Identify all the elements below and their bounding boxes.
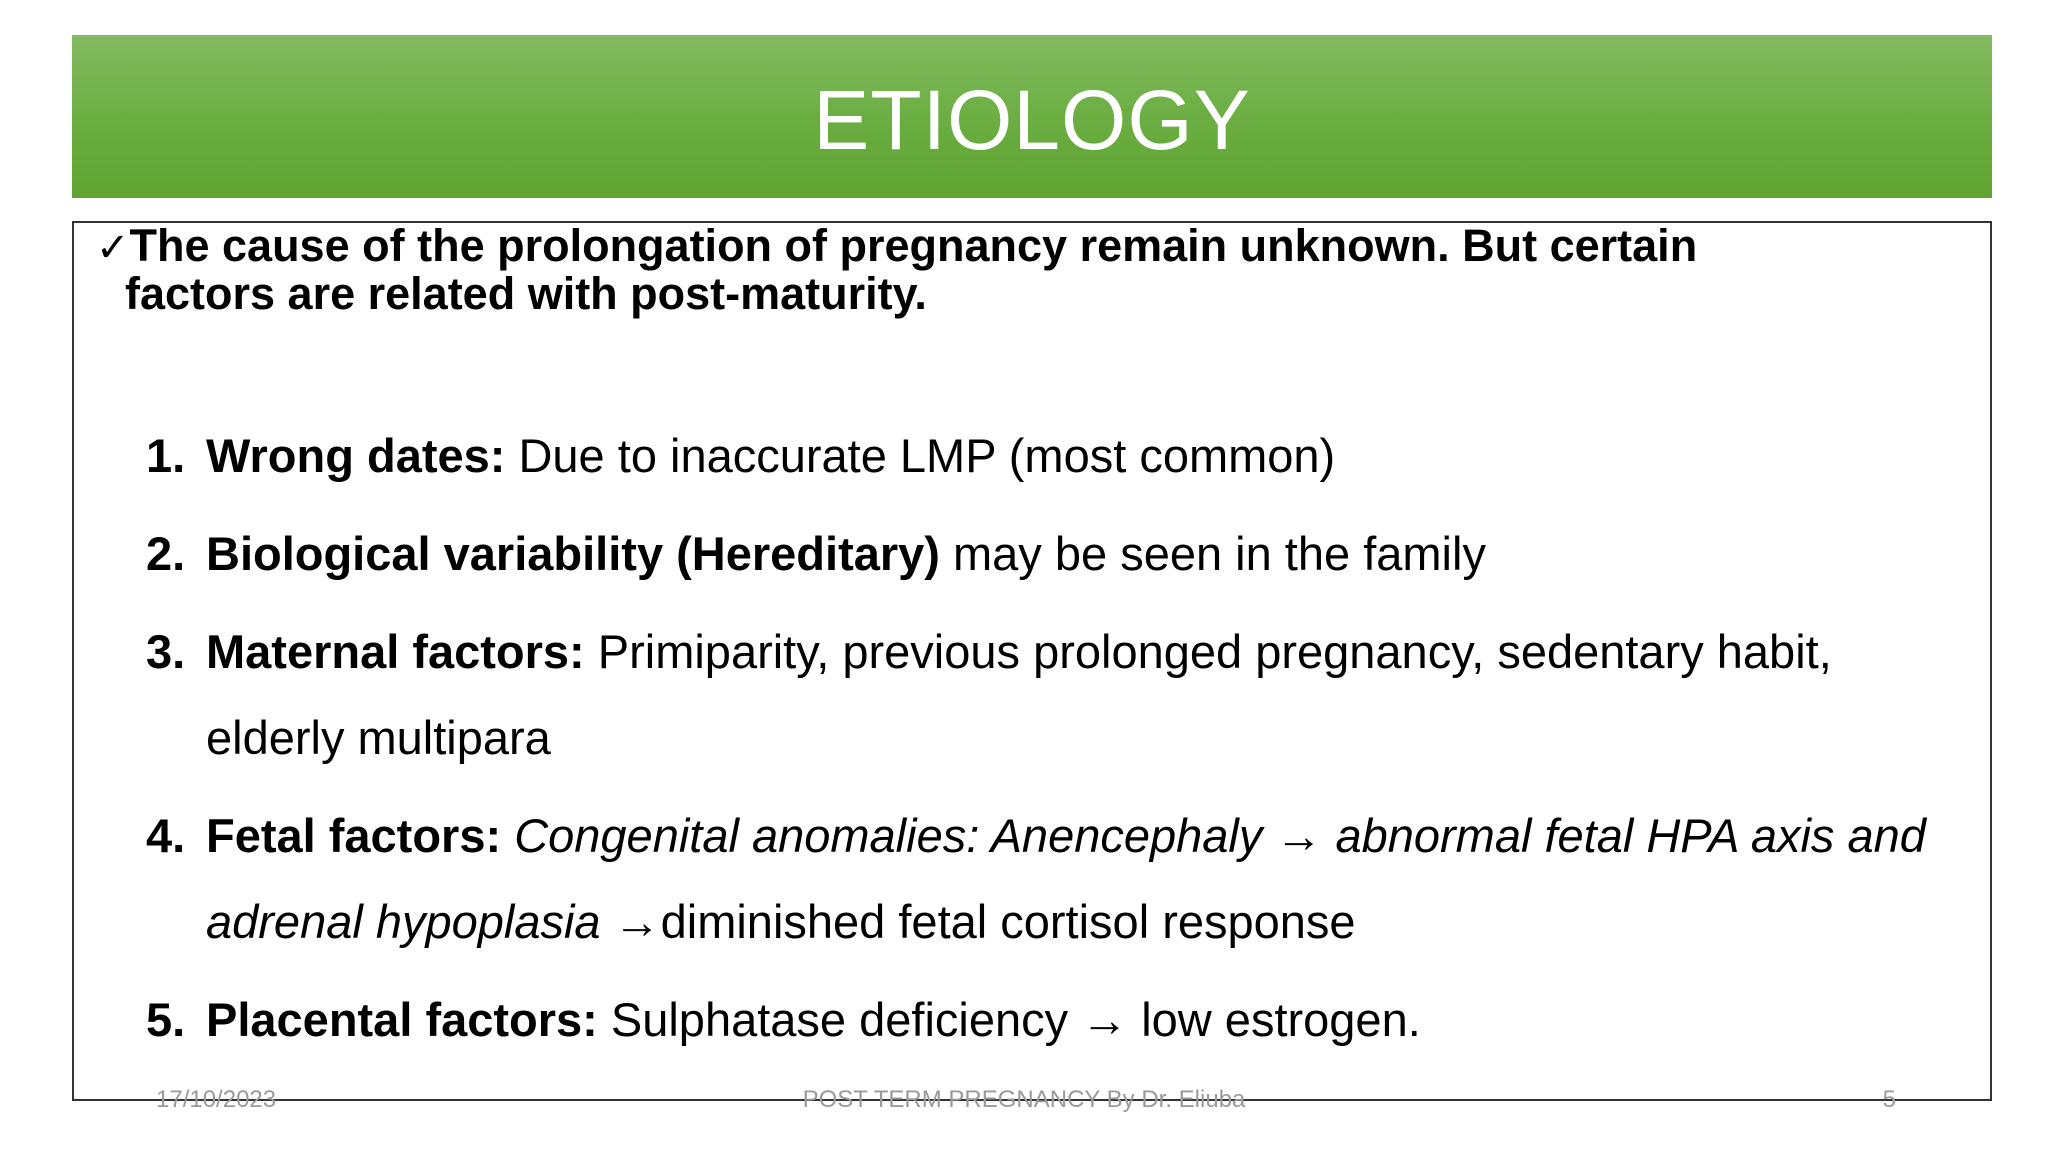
- content-box: [72, 221, 1992, 1101]
- checkmark-icon: ✓: [96, 225, 130, 271]
- intro-line-2: factors are related with post-maturity.: [125, 268, 927, 319]
- item-text: Sulphatase deficiency → low estrogen.: [597, 993, 1421, 1046]
- item-heading: Placental factors:: [206, 993, 598, 1046]
- item-number: 2.: [146, 527, 186, 580]
- item-number: 3.: [146, 625, 186, 678]
- footer-page-number: 5: [1882, 1086, 1896, 1113]
- slide-title: ETIOLOGY: [813, 72, 1251, 167]
- intro-paragraph: [96, 220, 1976, 319]
- title-bar: [72, 35, 1992, 198]
- item-italic-text: Congenital anomalies: Anencephaly → abnormal fetal HPA axis and adrenal hypoplasia: [206, 809, 1926, 948]
- intro-line-1: The cause of the prolongation of pregnancy remain unknown. But certain: [129, 220, 1698, 271]
- item-number: 5.: [146, 993, 186, 1046]
- item-heading: Wrong dates:: [206, 429, 506, 482]
- list-item: [74, 977, 1990, 1063]
- item-heading: Fetal factors:: [206, 809, 502, 862]
- item-heading: Maternal factors:: [206, 625, 585, 678]
- footer-date: 17/10/2023: [156, 1086, 277, 1113]
- item-text: may be seen in the family: [939, 527, 1486, 580]
- list-item: [74, 793, 1990, 965]
- item-text: →diminished fetal cortisol response: [600, 895, 1356, 948]
- item-text: Primiparity, previous prolonged pregnancy, sedentary habit, elderly multipara: [206, 625, 1832, 764]
- list-item: [74, 609, 1990, 781]
- item-heading: Biological variability (Hereditary): [206, 527, 940, 580]
- item-number: 1.: [146, 429, 186, 482]
- item-text: Due to inaccurate LMP (most common): [505, 429, 1336, 482]
- footer-title: POST TERM PREGNANCY By Dr. Eliuba: [802, 1086, 1246, 1113]
- item-number: 4.: [146, 809, 186, 862]
- etiology-list: [74, 413, 1990, 1075]
- list-item: [74, 511, 1990, 597]
- list-item: [74, 413, 1990, 499]
